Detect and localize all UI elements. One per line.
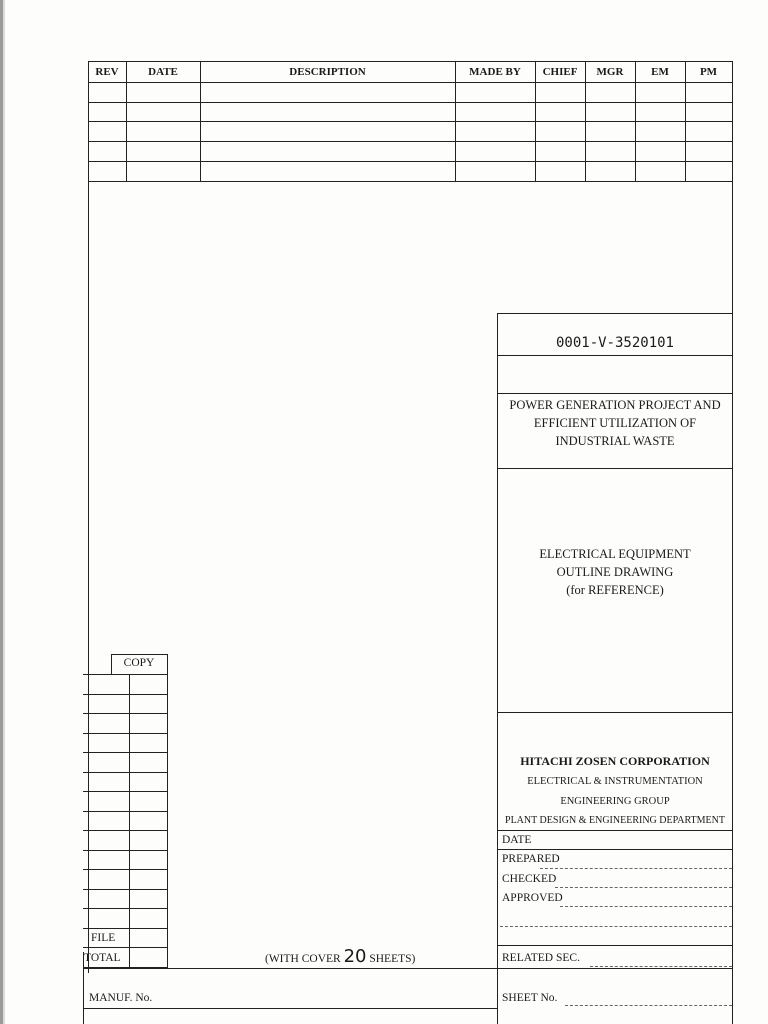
pm-header: PM <box>699 66 718 78</box>
copy-header: COPY <box>123 657 155 669</box>
drawing-title: ELECTRICAL EQUIPMENT OUTLINE DRAWING (for REFERENCE) <box>539 547 691 597</box>
scan-edge-shadow-inner <box>3 0 5 1024</box>
copy-table-row-line <box>83 830 168 831</box>
cover-note: (WITH COVER 20 SHEETS) <box>265 946 416 967</box>
chief-header: CHIEF <box>542 66 578 78</box>
made-by-header: MADE BY <box>469 66 521 78</box>
em-header: EM <box>651 66 669 78</box>
copy-table-row-line <box>83 772 168 773</box>
copy-table-row-line <box>83 908 168 909</box>
file-label: FILE <box>91 932 116 944</box>
approved-label: APPROVED <box>502 892 563 904</box>
sheet-no-label: SHEET No. <box>502 992 558 1004</box>
total-label: TOTAL <box>84 952 121 964</box>
mgr-header: MGR <box>596 66 624 78</box>
copy-table-row-line <box>83 811 168 812</box>
manuf-no-label: MANUF. No. <box>89 992 153 1004</box>
date-header: DATE <box>148 66 178 78</box>
company-name: HITACHI ZOSEN CORPORATION <box>520 754 710 768</box>
related-sec-label: RELATED SEC. <box>502 952 580 964</box>
copy-table-row-line <box>83 674 168 675</box>
sheet-count: 20 <box>343 946 367 967</box>
project-title: POWER GENERATION PROJECT AND EFFICIENT UTILIZATION OF INDUSTRIAL WASTE <box>509 398 721 448</box>
description-header: DESCRIPTION <box>289 66 366 78</box>
copy-table-row-line <box>83 869 168 870</box>
copy-table-row-line <box>83 791 168 792</box>
copy-table-row-line <box>83 850 168 851</box>
group-line-2: ENGINEERING GROUP <box>560 796 670 807</box>
copy-table-row-line <box>83 713 168 714</box>
copy-table-row-line <box>83 733 168 734</box>
prepared-label: PREPARED <box>502 853 560 865</box>
date-label: DATE <box>502 834 532 846</box>
copy-table-row-line <box>83 928 168 929</box>
checked-label: CHECKED <box>502 873 557 885</box>
department-name: PLANT DESIGN & ENGINEERING DEPARTMENT <box>505 815 725 826</box>
copy-table-row-line <box>83 694 168 695</box>
drawing-number: 0001-V-3520101 <box>555 335 674 351</box>
rev-header: REV <box>95 66 119 78</box>
group-line-1: ELECTRICAL & INSTRUMENTATION <box>527 776 703 787</box>
copy-table-row-line <box>83 752 168 753</box>
copy-table-row-line <box>83 947 168 948</box>
copy-table-row-line <box>83 889 168 890</box>
